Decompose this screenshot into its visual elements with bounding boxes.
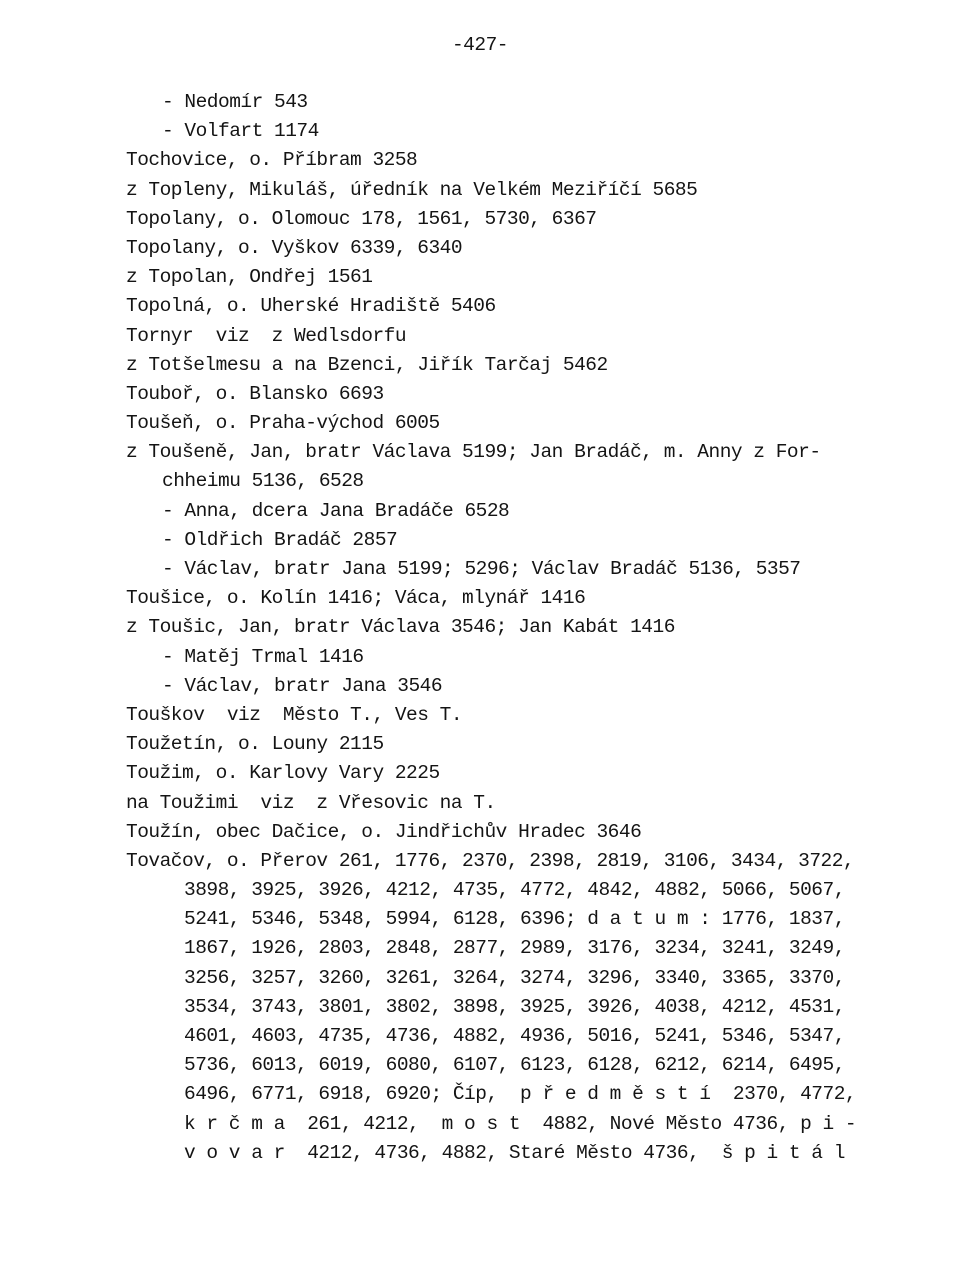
index-line: z Toušic, Jan, bratr Václava 3546; Jan Kabát 1416	[126, 616, 675, 639]
index-line: z Totšelmesu a na Bzenci, Jiřík Tarčaj 5462	[126, 353, 608, 376]
index-line: Toužín, obec Dačice, o. Jindřichův Hradec 3646	[126, 820, 642, 843]
index-line: - Václav, bratr Jana 5199; 5296; Václav Bradáč 5136, 5357	[162, 558, 801, 580]
index-line: 5736, 6013, 6019, 6080, 6107, 6123, 6128, 6212, 6214, 6495,	[184, 1054, 845, 1077]
index-line: - Matěj Trmal 1416	[162, 645, 364, 668]
index-line: - Václav, bratr Jana 3546	[162, 674, 443, 697]
index-line: na Toužimi viz z Vřesovic na T.	[126, 791, 496, 814]
index-entries	[126, 88, 926, 1168]
index-line: chheimu 5136, 6528	[162, 470, 364, 493]
index-line: Topolany, o. Vyškov 6339, 6340	[126, 236, 463, 259]
index-line: 3534, 3743, 3801, 3802, 3898, 3925, 3926, 4038, 4212, 4531,	[184, 995, 845, 1018]
index-line: 3256, 3257, 3260, 3261, 3264, 3274, 3296, 3340, 3365, 3370,	[184, 966, 845, 989]
index-line: Topolná, o. Uherské Hradiště 5406	[126, 295, 496, 318]
index-line: 5241, 5346, 5348, 5994, 6128, 6396; d a t u m : 1776, 1837,	[184, 908, 845, 931]
index-line: Topolany, o. Olomouc 178, 1561, 5730, 6367	[126, 207, 597, 230]
index-line: 4601, 4603, 4735, 4736, 4882, 4936, 5016, 5241, 5346, 5347,	[184, 1025, 845, 1047]
index-line: Toušeň, o. Praha-východ 6005	[126, 412, 440, 435]
index-line: Toužetín, o. Louny 2115	[126, 733, 384, 756]
index-line: - Nedomír 543	[162, 91, 308, 113]
index-line: v o v a r 4212, 4736, 4882, Staré Město 4736, š p i t á l	[184, 1141, 845, 1164]
index-line: 6496, 6771, 6918, 6920; Číp, p ř e d m ě s t í 2370, 4772,	[184, 1083, 857, 1106]
index-line: Tovačov, o. Přerov 261, 1776, 2370, 2398, 2819, 3106, 3434, 3722,	[126, 849, 855, 872]
index-line: Toužim, o. Karlovy Vary 2225	[126, 762, 440, 785]
index-line: Touboř, o. Blansko 6693	[126, 382, 384, 405]
index-line: Touškov viz Město T., Ves T.	[126, 703, 463, 726]
index-line: z Topolan, Ondřej 1561	[126, 266, 373, 289]
index-line: Toušice, o. Kolín 1416; Váca, mlynář 1416	[126, 587, 586, 610]
index-line: 3898, 3925, 3926, 4212, 4735, 4772, 4842, 4882, 5066, 5067,	[184, 879, 845, 902]
index-line: - Oldřich Bradáč 2857	[162, 528, 398, 551]
index-line: - Volfart 1174	[162, 120, 319, 143]
index-line: z Topleny, Mikuláš, úředník na Velkém Meziříčí 5685	[126, 178, 698, 201]
index-line: - Anna, dcera Jana Bradáče 6528	[162, 499, 510, 522]
index-line: k r č m a 261, 4212, m o s t 4882, Nové Město 4736, p i -	[184, 1112, 857, 1135]
index-line: 1867, 1926, 2803, 2848, 2877, 2989, 3176, 3234, 3241, 3249,	[184, 937, 845, 960]
index-line: Tornyr viz z Wedlsdorfu	[126, 324, 407, 347]
index-line: Tochovice, o. Příbram 3258	[126, 149, 418, 172]
page-number: -427-	[451, 34, 508, 56]
index-line: z Toušeně, Jan, bratr Václava 5199; Jan Bradáč, m. Anny z For-	[126, 441, 821, 464]
